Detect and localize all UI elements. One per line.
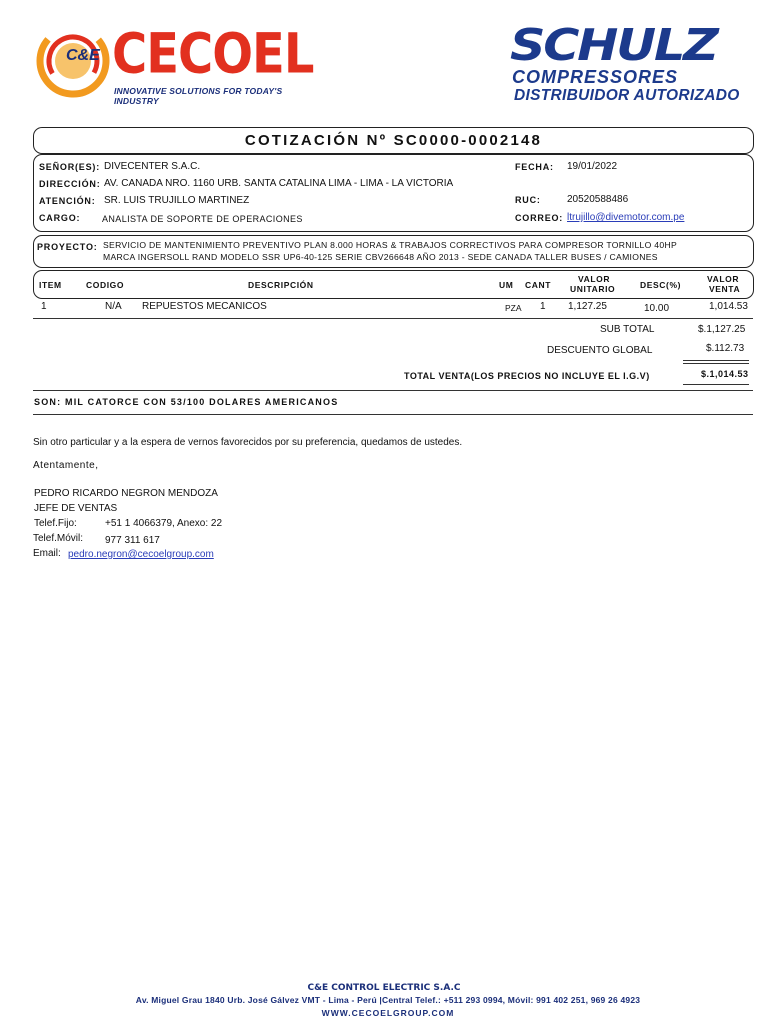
project-line-1: SERVICIO DE MANTENIMIENTO PREVENTIVO PLAN 8.000 HORAS & TRABAJOS CORRECTIVOS PARA COMPRESOR TORNILLO 40HP	[103, 240, 677, 250]
atencion-value: SR. LUIS TRUJILLO MARTINEZ	[104, 195, 250, 206]
fijo-label: Telef.Fijo:	[34, 518, 77, 529]
schulz-logo	[508, 22, 764, 106]
descuento-label: DESCUENTO GLOBAL	[547, 345, 653, 356]
col-valor-unitario-2: UNITARIO	[570, 284, 616, 294]
col-valor-venta-1: VALOR	[707, 274, 740, 284]
col-descripcion: DESCRIPCIÓN	[248, 280, 314, 290]
correo-link[interactable]: ltrujillo@divemotor.com.pe	[567, 212, 685, 223]
project-line-2: MARCA INGERSOLL RAND MODELO SSR UP6-40-125 SERIE CBV266648 AÑO 2013 - SEDE CANADA TALLER BUSES / CAMIONES	[103, 252, 658, 262]
fecha-value: 19/01/2022	[567, 161, 618, 172]
client-info-box	[33, 154, 754, 232]
subtotal-value: $.1,127.25	[698, 324, 746, 335]
col-valor-unitario-1: VALOR	[578, 274, 611, 284]
col-desc: DESC(%)	[640, 280, 682, 290]
direccion-label: DIRECCIÓN:	[39, 179, 101, 189]
cargo-label: CARGO:	[39, 213, 81, 223]
quote-title-box	[33, 127, 754, 154]
project-box	[33, 235, 754, 268]
items-table-header	[33, 270, 754, 299]
row-divider	[33, 318, 753, 319]
col-item: ITEM	[39, 280, 62, 290]
row-item: 1	[41, 301, 47, 312]
ruc-value: 20520588486	[567, 194, 629, 205]
total-underline	[683, 384, 749, 385]
row-desc: 10.00	[644, 303, 670, 314]
atencion-label: ATENCIÓN:	[39, 196, 96, 206]
fecha-label: FECHA:	[515, 162, 554, 172]
signer-name: PEDRO RICARDO NEGRON MENDOZA	[34, 488, 218, 499]
footer-address: Av. Miguel Grau 1840 Urb. José Gálvez VMT - Lima - Perú |Central Telef.: +511 293 0994, Móvil: 991 402 251, 969 26 4923	[135, 995, 641, 1005]
closing-greeting: Atentamente,	[33, 460, 99, 471]
row-codigo: N/A	[105, 301, 122, 312]
col-codigo: CODIGO	[86, 280, 125, 290]
closing-sentence: Sin otro particular y a la espera de vernos favorecidos por su preferencia, quedamos de ustedes.	[33, 437, 463, 448]
footer-web[interactable]: WWW.CECOELGROUP.COM	[321, 1008, 455, 1018]
subtotal-label: SUB TOTAL	[600, 324, 655, 335]
son-text: SON: MIL CATORCE CON 53/100 DOLARES AMERICANOS	[34, 397, 339, 407]
total-double-line-top	[683, 360, 749, 361]
son-bottom-line	[33, 414, 753, 415]
col-valor-venta-2: VENTA	[709, 284, 741, 294]
table-row	[33, 300, 752, 316]
signer-role: JEFE DE VENTAS	[34, 503, 118, 514]
row-valor-unitario: 1,127.25	[568, 301, 607, 312]
col-cant: CANT	[525, 280, 552, 290]
cecoel-name: CECOEL	[112, 22, 314, 87]
senores-value: DIVECENTER S.A.C.	[104, 161, 201, 172]
total-double-line-bottom	[683, 363, 749, 364]
project-label: PROYECTO:	[37, 242, 98, 252]
schulz-name: SCHULZ	[510, 20, 717, 71]
direccion-value: AV. CANADA NRO. 1160 URB. SANTA CATALINA LIMA - LIMA - LA VICTORIA	[104, 178, 454, 189]
schulz-distribuidor: DISTRIBUIDOR AUTORIZADO	[514, 87, 740, 104]
son-top-line	[33, 390, 753, 391]
movil-value: 977 311 617	[105, 535, 160, 546]
email-link[interactable]: pedro.negron@cecoelgroup.com	[68, 549, 214, 560]
row-valor-venta: 1,014.53	[709, 301, 748, 312]
senores-label: SEÑOR(ES):	[39, 162, 101, 172]
movil-label: Telef.Móvil:	[33, 533, 84, 544]
cargo-value: ANALISTA DE SOPORTE DE OPERACIONES	[102, 214, 303, 224]
total-label: TOTAL VENTA(LOS PRECIOS NO INCLUYE EL I.G.V)	[404, 371, 650, 381]
col-um: UM	[499, 280, 514, 290]
cecoel-monogram: C&E	[66, 47, 100, 64]
cecoel-tagline: INNOVATIVE SOLUTIONS FOR TODAY'S INDUSTRY	[114, 86, 283, 106]
correo-label: CORREO:	[515, 213, 564, 223]
footer-company: C&E CONTROL ELECTRIC S.A.C	[307, 983, 461, 993]
schulz-compressores: COMPRESSORES	[512, 67, 679, 87]
ruc-label: RUC:	[515, 195, 541, 205]
row-cant: 1	[540, 301, 546, 312]
fijo-value: +51 1 4066379, Anexo: 22	[105, 518, 223, 529]
email-label: Email:	[33, 548, 61, 559]
row-descripcion: REPUESTOS MECANICOS	[142, 301, 267, 312]
total-value: $.1,014.53	[701, 369, 749, 379]
quote-title: COTIZACIÓN Nº SC0000-0002148	[244, 132, 543, 149]
row-um: PZA	[505, 303, 522, 313]
descuento-value: $.112.73	[706, 343, 745, 354]
cecoel-logo	[36, 22, 314, 106]
